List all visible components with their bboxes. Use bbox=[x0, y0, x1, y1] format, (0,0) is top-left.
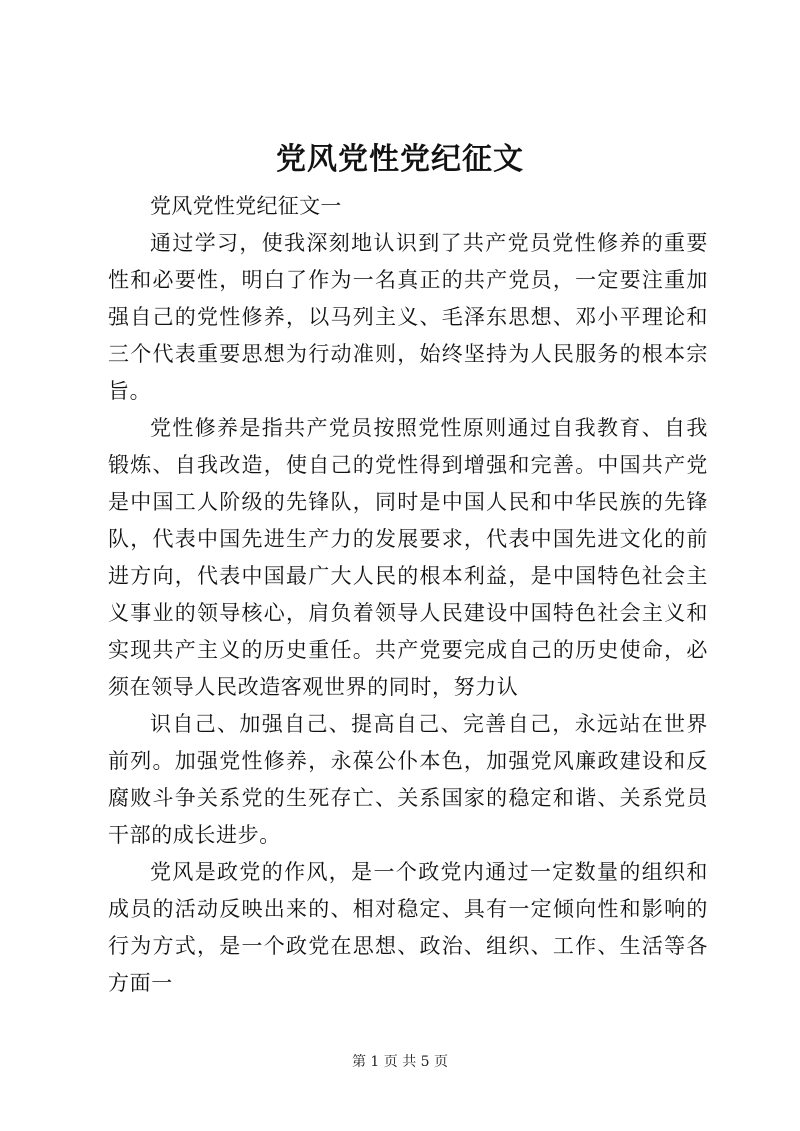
document-body bbox=[108, 188, 708, 1002]
subtitle-paragraph: 党风党性党纪征文一 bbox=[150, 194, 342, 218]
paragraph-3: 识自己、加强自己、提高自己、完善自己，永远站在世界前列。加强党性修养，永葆公仆本色，加强党风廉政建设和反腐败斗争关系党的生死存亡、关系国家的稳定和谐、关系党员干部的成长进步。 bbox=[108, 712, 708, 847]
document-title: 党风党性党纪征文 bbox=[276, 142, 524, 177]
paragraph-4: 党风是政党的作风，是一个政党内通过一定数量的组织和成员的活动反映出来的、相对稳定、具有一定倾向性和影响的行为方式，是一个政党在思想、政治、组织、工作、生活等各方面一 bbox=[108, 860, 708, 995]
paragraph-1: 通过学习，使我深刻地认识到了共产党员党性修养的重要性和必要性，明白了作为一名真正的共产党员，一定要注重加强自己的党性修养，以马列主义、毛泽东思想、邓小平理论和三个代表重要思想为行动准则，始终坚持为人民服务的根本宗旨。 bbox=[108, 231, 708, 403]
page-number-footer: 第 1 页 共 5 页 bbox=[351, 1054, 449, 1070]
paragraph-2: 党性修养是指共产党员按照党性原则通过自我教育、自我锻炼、自我改造，使自己的党性得到增强和完善。中国共产党是中国工人阶级的先锋队，同时是中国人民和中华民族的先锋队，代表中国先进生产力的发展要求，代表中国先进文化的前进方向，代表中国最广大人民的根本利益，是中国特色社会主义事业的领导核心，肩负着领导人民建设中国特色社会主义和实现共产主义的历史重任。共产党要完成自己的历史使命，必须在领导人民改造客观世界的同时，努力认 bbox=[108, 416, 708, 699]
